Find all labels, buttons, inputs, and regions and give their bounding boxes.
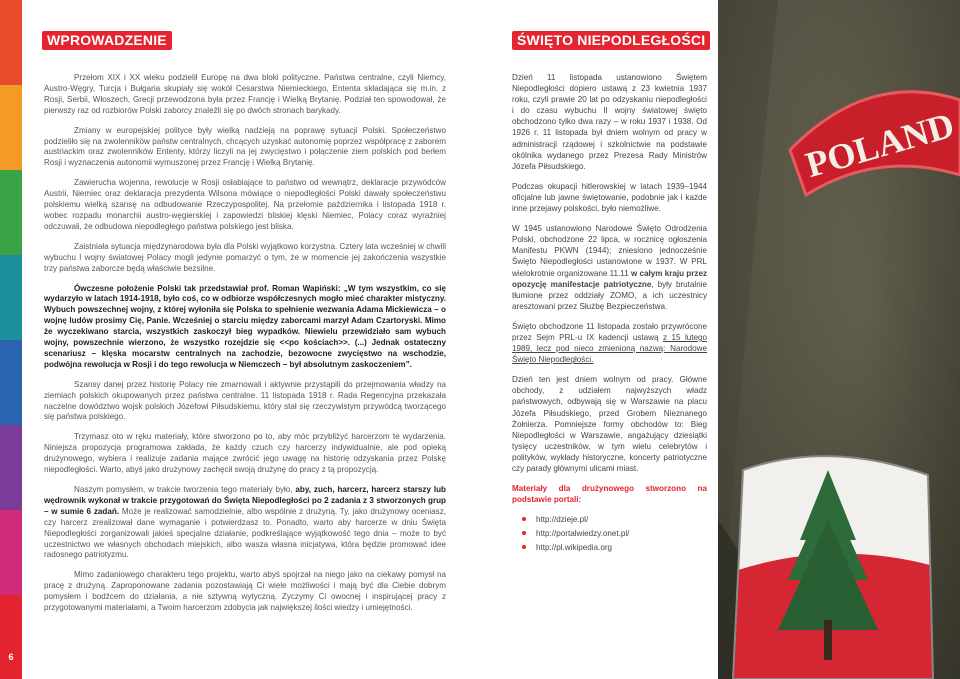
p3-bold: w całym kraju przez opozycję manifestacje patriotyczne: [512, 268, 707, 289]
stripe-band-3: [0, 170, 22, 255]
holiday-paragraph-3: [512, 223, 707, 312]
patch-text: POLAND: [801, 104, 959, 186]
intro-column: [44, 73, 446, 623]
p8-bold: aby, zuch, harcerz, harcerz starszy lub wędrownik wykonał w trakcie przygotowań do Święta Niepodległości po 2 zadania z 3 stworzonych grup – w sumie 6 zadań.: [44, 485, 446, 516]
stripe-band-5: [0, 340, 22, 425]
color-stripe: [0, 0, 22, 679]
p4-pre: Święto obchodzone 11 listopada zostało przywrócone przez Sejm PRL-u IX kadencji ustawą: [512, 321, 707, 342]
intro-paragraph-7: Trzymasz oto w ręku materiały, które stworzono po to, aby móc przybliżyć harcerzom te wydarzenia. Niniejsza propozycja programowa zakłada, że każdy czuch czy harcerzy indywidualnie, ale pod opieką drużynowego, wybiera i realizuje zadania mające zwrócić jego uwagę na historię odzyskania przez Polskę niepodległości. Warto, abyś jako drużynowy zachęcił swoją drużynę do pracy z tą propozycją.: [44, 432, 446, 475]
stripe-band-6: [0, 425, 22, 510]
holiday-column: [512, 72, 707, 557]
p4-underline: z 15 lutego 1989, lecz pod nieco zmienioną nazwą: Narodowe Święto Niepodległości.: [512, 332, 708, 365]
intro-paragraph-9: Mimo zadaniowego charakteru tego projektu, warto abyś spojrzał na niego jako na ciekawy pomysł na pracę z drużyną. Zaproponowane zadania pozostawiają Ci wiele możliwości i mają być dla Ciebie dobrym pomysłem i bodźcem do działania, a nie sztywną wytyczną. Zyczymy Ci owocnej i inspirującej pracy z przygotowanymi materiałami, a Twoim harcerzom zdobycia jak największej ilości wiedzy i umiejętności.: [44, 570, 446, 613]
stripe-band-2: [0, 85, 22, 170]
materials-title: Materiały dla drużynowego stworzono na podstawie portali:: [512, 484, 707, 505]
intro-paragraph-4: Zaistniała sytuacja międzynarodowa była dla Polski wyjątkowo korzystna. Cztery lata wcześniej w chwili wybuchu I wojny światowej Polacy mogli jedynie pomarzyć o tym, że w momencie jej zakończenia wszystkie trzy państwa zaborcze będą właściwie bezsilne.: [44, 241, 446, 273]
intro-title: WPROWADZENIE: [42, 31, 172, 50]
intro-paragraph-2: Zmiany w europejskiej polityce były wielką nadzieją na poprawę sytuacji Polski. Społeczeństwo podzieliło się na zwolenników państw centralnych, chcących uzyskać autonomię poprzez współpracę z zaborem austriackim oraz zwolenników Ententy, którzy liczyli na jej zwycięstwo i połączenie ziem polskich pod berłem Rosji i wyznaczenia autonomii wymuszonej przez Francję i Wielką Brytanię.: [44, 125, 446, 168]
intro-paragraph-3: Zawierucha wojenna, rewolucje w Rosji osłabiające to państwo od wewnątrz, deklaracje przywódców Austrii, Niemiec oraz deklaracja prezydenta Wilsona mówiące o niepodległości Polski dawały społeczeństwu polskiemu wielką szansę na odbudowanie Rzeczypospolitej. Na przełomie października i listopada 1918 r. wobec rozpadu monarchii austro-węgierskiej i zapowiedzi bliskiej klęski Niemiec, Polacy coraz wyraźniej odczuwali, że odbudowa niepodległego państwa polskiego jest bliska.: [44, 178, 446, 231]
intro-paragraph-6: Szansy danej przez historię Polacy nie zmarnowali i aktywnie przystąpili do przejmowania władzy na ziemiach polskich okupowanych przez państwa centralne. 11 listopada 1918 r. Rada Regencyjna przekazała naczelne dowództwo wojsk polskich Józefowi Piłsudskiemu, który stał się rzeczywistym przywódcą tworzącego się państwa polskiego.: [44, 379, 446, 422]
uniform-photo: [718, 0, 960, 679]
materials-list: [512, 514, 707, 553]
holiday-paragraph-5: Dzień ten jest dniem wolnym od pracy. Główne obchody, z udziałem najwyższych władz państwowych, odbywają się w Warszawie na placu Józefa Piłsudskiego, przed Grobem Nieznanego Żołnierza. Pomniejsze formy obchodów to: Bieg Niepodległości w Warszawie, angażujący dziesiątki tysięcy uczestników, w tym wielu celebrytów i polityków, wykłady historyczne, koncerty patriotyczne czy parady głównymi ulicami miast.: [512, 375, 707, 473]
stripe-band-1: [0, 0, 22, 85]
holiday-paragraph-2: Podczas okupacji hitlerowskiej w latach 1939–1944 oficjalne lub jawne świętowanie, podobnie jak i każde inne przejawy polskości, było niemożliwe.: [512, 181, 707, 214]
holiday-paragraph-4: [512, 321, 707, 365]
stripe-band-7: [0, 510, 22, 595]
stripe-band-8: [0, 595, 22, 679]
p8-pre: Naszym pomysłem, w trakcie tworzenia tego materiały było,: [74, 485, 296, 494]
stripe-band-4: [0, 255, 22, 340]
intro-paragraph-8: [44, 485, 446, 561]
page-number: 6: [8, 652, 14, 662]
materials-link[interactable]: http://pl.wikipedia.org: [536, 542, 707, 553]
intro-paragraph-1: Przełom XIX i XX wieku podzielił Europę na dwa bloki polityczne. Państwa centralne, czyli Niemcy, Austro-Węgry, Turcja i Bułgaria skupiały się wokół Cesarstwa Niemieckiego, Ententa składająca się m.in. z Rosji, Serbii, Włoszech, Grecji przewodzona była przez Francję i Wielką Brytanię. Podział ten spowodował, że pierwszy raz od rozbiorów Polski zaborcy znaleźli się po dwóch stronach barykady.: [44, 73, 446, 115]
materials-link[interactable]: http://portalwiedzy.onet.pl/: [536, 528, 707, 539]
uniform-photo-illustration: [718, 0, 960, 679]
p3-post: , były brutalnie tłumione przez oddziały ZOMO, a ich uczestnicy aresztowani przez Służbę Bezpieczeństwa.: [512, 279, 707, 311]
flag-tree-patch: [733, 456, 933, 679]
p3-pre: W 1945 ustanowiono Narodowe Święto Odrodzenia Polski, obchodzone 22 lipca, w rocznicę ogłoszenia Manifestu PKWN (1944); zniesiono jednocześnie Święto Niepodległości ustanowione w 1937. W PRL wielokrotnie organizowane 11.11: [512, 224, 707, 278]
intro-quote-paragraph: [44, 284, 446, 371]
wapinski-quote: Ówczesne położenie Polski tak przedstawiał prof. Roman Wapiński: „W tym wszystkim, co się wydarzyło w latach 1914-1918, było coś, co w odbiorze współczesnych mogło mieć charakter mistyczny. Wybuch powszechnej wojny, z której wyłoniła się Polska to spełnienie wezwania Adama Mickiewicza – o wojnę ludów prosimy Cię, Panie. Wcześniej o starciu między zaborcami marzył Adam Czartoryski. Mimo że wyczekiwano starcia, wszystkich zaskoczył bieg wypadków. Niewielu przewidziało sam wybuch wojny, powszechnie wierzono, że wszystko rozejdzie się <<po kościach>>. (...) Jednak ostateczny scenariusz – klęska mocarstw centralnych na zachodzie, bezowocne zwycięstwo na wschodzie, podwójna rewolucja w Rosji i do tego rewolucja w Niemczech – był absolutnym zaskoczeniem”.: [44, 283, 446, 369]
holiday-title: ŚWIĘTO NIEPODLEGŁOŚCI: [512, 31, 710, 50]
holiday-paragraph-1: Dzień 11 listopada ustanowiono Świętem Niepodległości dopiero ustawą z 23 kwietnia 1937 roku, czyli prawie 20 lat po odzyskaniu niepodległości i do czasu wybuchu II wojny światowej święto obchodzono tylko dwa razy – w roku 1937 i 1938. Od 1926 r. 11 listopada był dniem wolnym od pracy w administracji rządowej i szkolnictwie na podstawie okólnika wydanego przez Prezesa Rady Ministrów Józefa Piłsudskiego.: [512, 73, 707, 171]
materials-link[interactable]: http://dzieje.pl/: [536, 514, 707, 525]
p8-post: Może je realizować samodzielnie, albo wspólnie z drużyną. Ty, jako drużynowy oceniasz, czy harcerz zrealizował dane wymaganie i potwierdzasz to. Ponadto, warto aby harcerze w dniu Święta Niepodległości zorganizowali jakieś specjalne działanie, podkreślające wyjątkowość tego dnia – może to być uczestnictwo we własnych obchodach miejskich, albo wasza własna inicjatywa, która będzie promować idee radosnego patriotyzmu.: [44, 506, 446, 560]
